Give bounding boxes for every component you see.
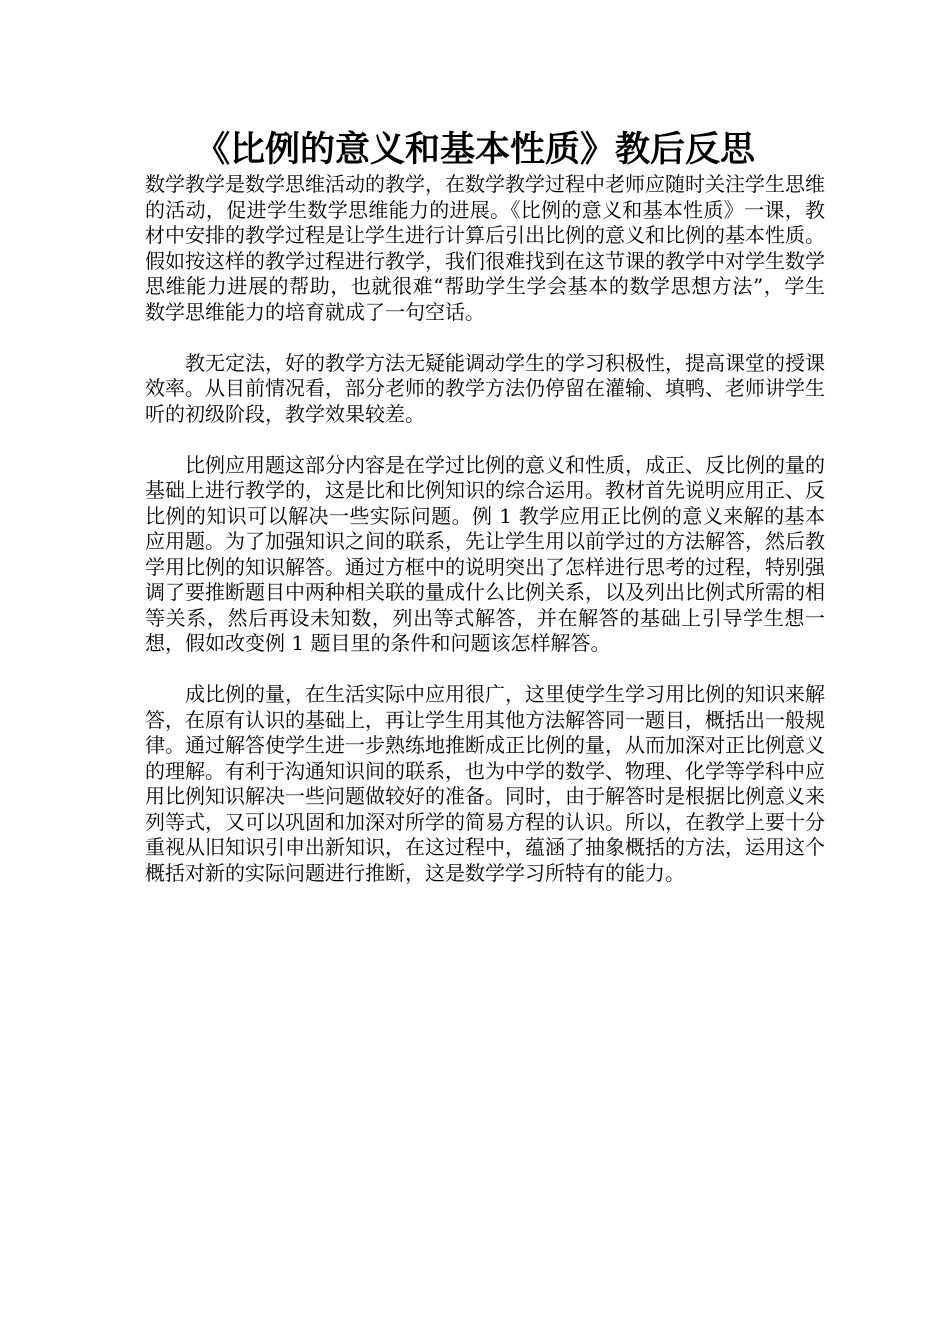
paragraph-2: 教无定法，好的教学方法无疑能调动学生的学习积极性，提高课堂的授课效率。从目前情况看，部分老师的教学方法仍停留在灌输、填鸭、老师讲学生听的初级阶段，教学效果较差。 [145,350,825,426]
paragraph-3: 比例应用题这部分内容是在学过比例的意义和性质，成正、反比例的量的基础上进行教学的，这是比和比例知识的综合运用。教材首先说明应用正、反比例的知识可以解决一些实际问题。例 1 教学应用正比例的意义来解的基本应用题。为了加强知识之间的联系，先让学生用以前学过的方法解答，然后教学用比例的知识解答。通过方框中的说明突出了怎样进行思考的过程，特别强调了要推断题目中两种相关联的量成什么比例关系，以及列出比例式所需的相等关系，然后再设未知数，列出等式解答，并在解答的基础上引导学生想一想，假如改变例 1 题目里的条件和问题该怎样解答。 [145,452,825,655]
document-body [145,172,825,912]
document-title: 《比例的意义和基本性质》教后反思 [194,130,755,170]
paragraph-1: 数学教学是数学思维活动的教学，在数学教学过程中老师应随时关注学生思维的活动，促进学生数学思维能力的进展。《比例的意义和基本性质》一课，教材中安排的教学过程是让学生进行计算后引出比例的意义和比例的基本性质。假如按这样的教学过程进行教学，我们很难找到在这节课的教学中对学生数学思维能力进展的帮助，也就很难“帮助学生学会基本的数学思想方法”，学生数学思维能力的培育就成了一句空话。 [145,172,825,324]
paragraph-4: 成比例的量，在生活实际中应用很广，这里使学生学习用比例的知识来解答，在原有认识的基础上，再让学生用其他方法解答同一题目，概括出一般规律。通过解答使学生进一步熟练地推断成正比例的量，从而加深对正比例意义的理解。有利于沟通知识间的联系，也为中学的数学、物理、化学等学科中应用比例知识解决一些问题做较好的准备。同时，由于解答时是根据比例意义来列等式，又可以巩固和加深对所学的简易方程的认识。所以，在教学上要十分重视从旧知识引申出新知识，在这过程中，蕴涵了抽象概括的方法，运用这个概括对新的实际问题进行推断，这是数学学习所特有的能力。 [145,682,825,885]
